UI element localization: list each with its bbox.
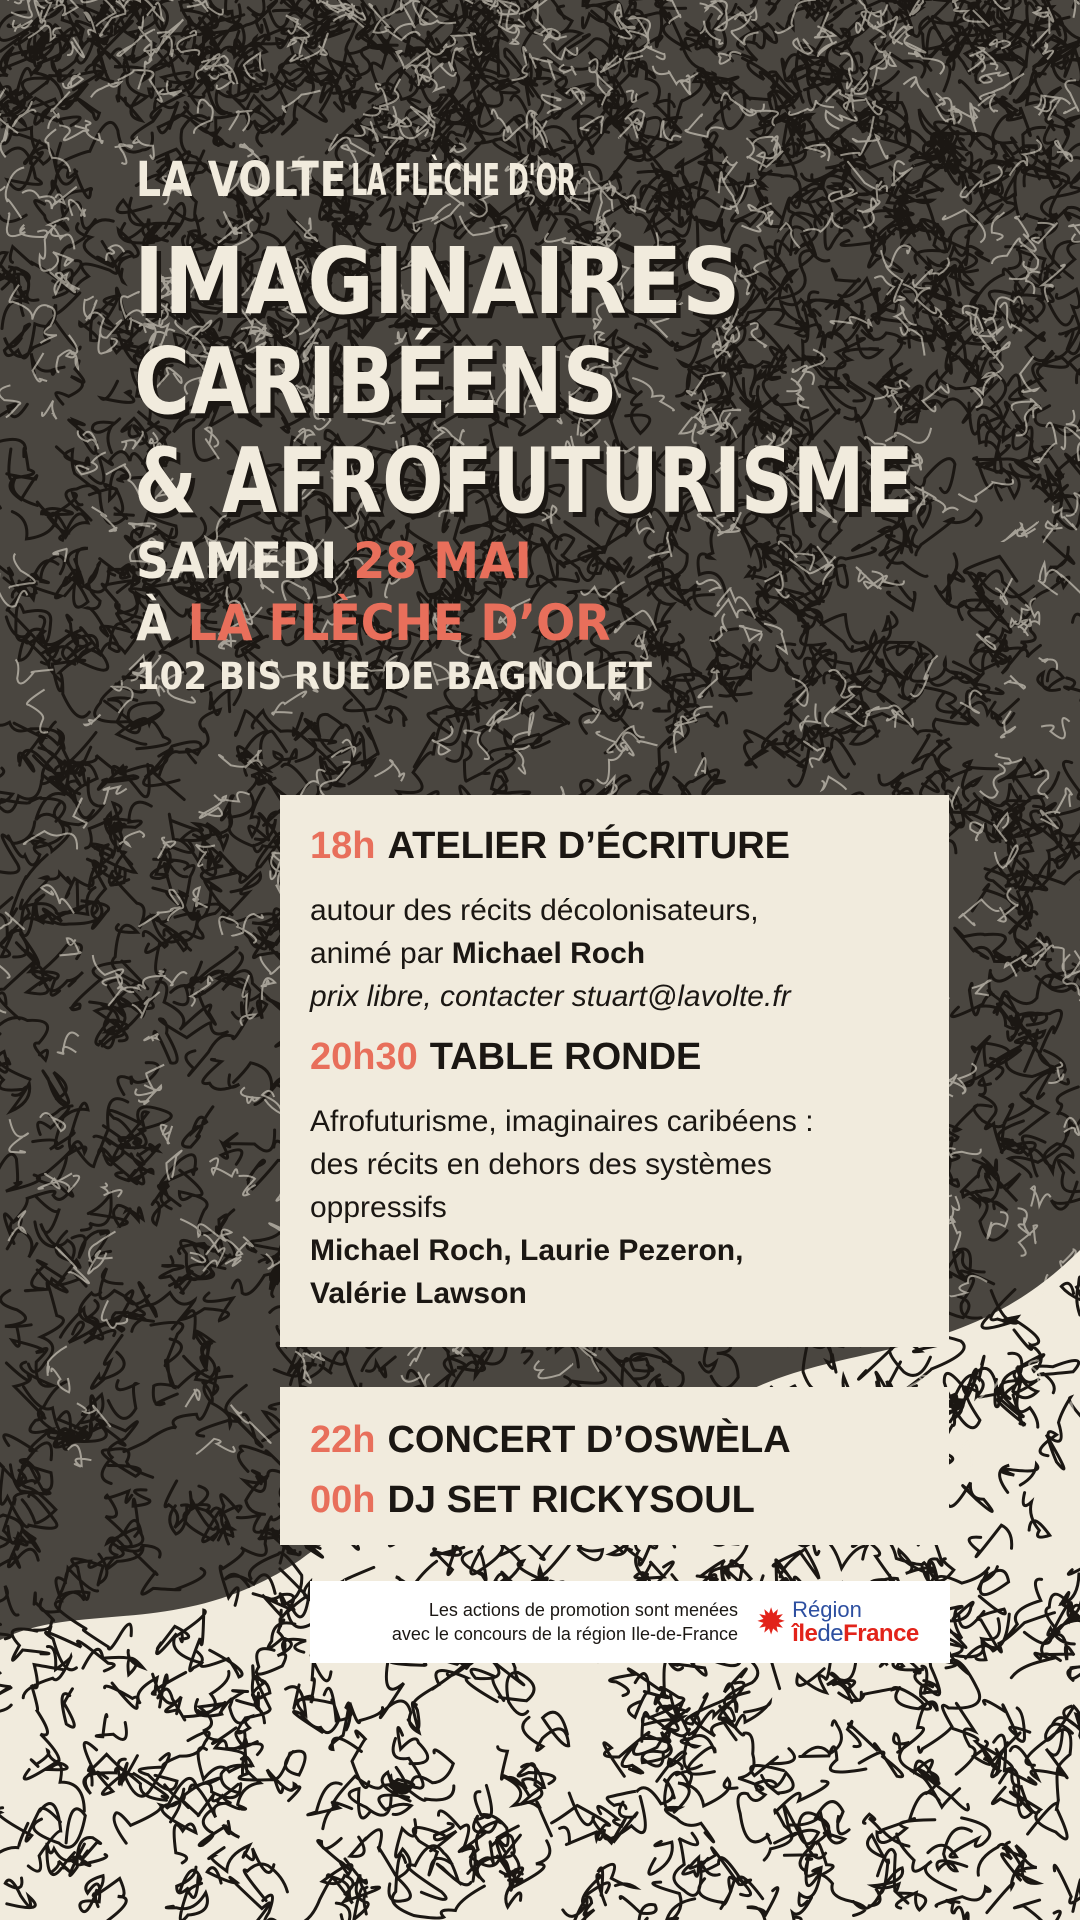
- region-logo-word: Région: [792, 1597, 862, 1622]
- event-heading-djset: [310, 1477, 919, 1523]
- date-line: [136, 530, 611, 592]
- event-time: 20h30: [310, 1036, 418, 1078]
- event-title: CONCERT D’OSWÈLA: [387, 1419, 791, 1461]
- program-box-evening: [280, 1387, 949, 1545]
- description-line: des récits en dehors des systèmes: [310, 1148, 772, 1181]
- contact-line: prix libre, contacter stuart@lavolte.fr: [310, 980, 791, 1013]
- description-line: [310, 932, 919, 975]
- event-title: ATELIER D’ÉCRITURE: [387, 825, 791, 867]
- description-line: Afrofuturisme, imaginaires caribéens :: [310, 1105, 814, 1138]
- speakers-line: Valérie Lawson: [310, 1277, 527, 1310]
- title-line-2: CARIBÉENS: [134, 328, 618, 435]
- title-line-1: IMAGINAIRES: [134, 228, 741, 335]
- description-text: animé par: [310, 937, 444, 970]
- title-line-3: & AFROFUTURISME: [134, 429, 914, 534]
- region-idf-logo: [756, 1598, 919, 1646]
- logo-row: [136, 152, 738, 208]
- host-name: Michael Roch: [451, 937, 646, 970]
- date-and-venue: [136, 530, 611, 654]
- event-date: 28 MAI: [353, 532, 532, 590]
- star-icon: ✹: [756, 1601, 787, 1642]
- venue-name: LA FLÈCHE D’OR: [187, 594, 611, 652]
- description-line: oppressifs: [310, 1191, 447, 1224]
- logo-part: France: [843, 1620, 919, 1647]
- event-time: 18h: [310, 825, 376, 867]
- event-heading-roundtable: [310, 1034, 919, 1080]
- venue-address: 102 BIS RUE DE BAGNOLET: [136, 655, 653, 698]
- event-title: [134, 228, 1080, 534]
- event-time: 22h: [310, 1419, 376, 1461]
- speakers-line: Michael Roch, Laurie Pezeron,: [310, 1234, 744, 1267]
- event-heading-concert: [310, 1417, 919, 1463]
- region-logo-text: [792, 1598, 919, 1646]
- place-prefix: À: [136, 594, 172, 652]
- logo-part: île: [792, 1620, 818, 1647]
- event-description-workshop: [310, 889, 919, 1018]
- sponsor-line: Les actions de promotion sont menées: [428, 1600, 738, 1620]
- region-logo-name: [792, 1622, 919, 1646]
- sponsor-line: avec le concours de la région Ile-de-France: [391, 1624, 738, 1644]
- event-time: 00h: [310, 1479, 376, 1521]
- sponsor-text: [320, 1598, 738, 1646]
- sponsor-banner: [310, 1581, 950, 1663]
- fleche-dor-logo: LA FLÈCHE D'OR: [351, 154, 576, 206]
- day-prefix: SAMEDI: [136, 532, 338, 590]
- event-title: DJ SET RICKYSOUL: [387, 1479, 755, 1521]
- program-box-afternoon: [280, 795, 949, 1347]
- logo-part: de: [817, 1620, 844, 1647]
- event-heading-workshop: [310, 823, 919, 869]
- description-line: autour des récits décolonisateurs,: [310, 894, 759, 927]
- la-volte-logo: LA VOLTE: [136, 152, 348, 208]
- event-description-roundtable: [310, 1100, 919, 1315]
- venue-line: [136, 592, 611, 654]
- event-title: TABLE RONDE: [429, 1036, 702, 1078]
